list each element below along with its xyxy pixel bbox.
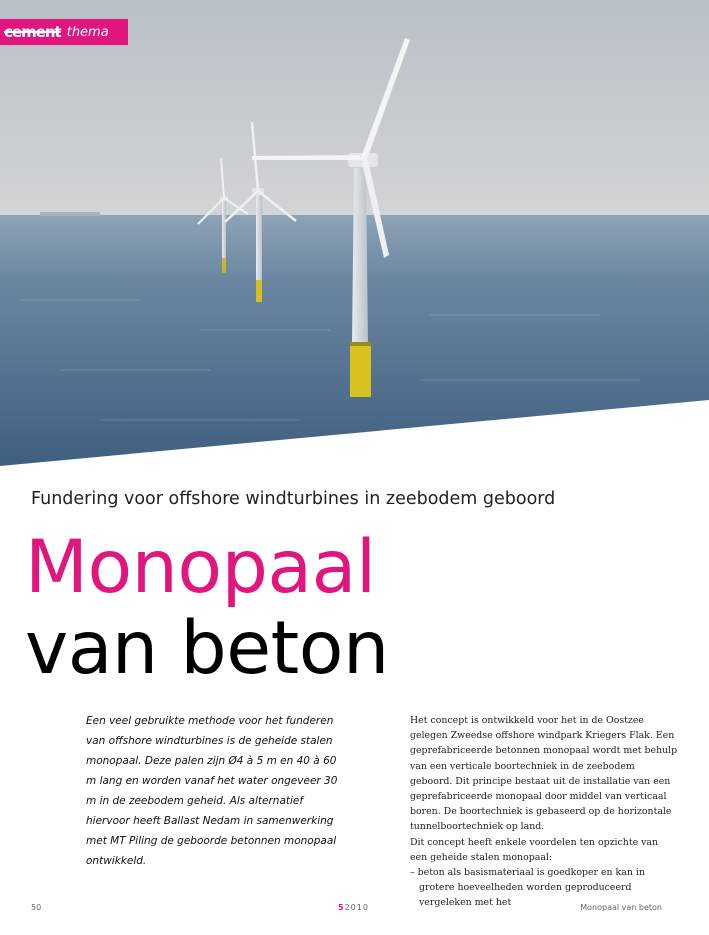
running-title: Monopaal van beton <box>580 903 662 912</box>
issue-label <box>338 903 369 912</box>
article-intro <box>86 711 348 871</box>
magazine-logo: cement <box>4 23 61 41</box>
distant-coast <box>40 212 100 216</box>
article-subtitle: Fundering voor offshore windturbines in zeebodem geboord <box>31 489 556 509</box>
page-footer <box>0 903 709 915</box>
section-badge <box>0 19 128 45</box>
article-title-line1: Monopaal <box>25 525 376 610</box>
body-paragraph-1: Het concept is ontwikkeld voor het in de Oostzee gelegen Zweedse offshore windpark Kriegers Flak. Een geprefabriceerde betonnen monopaal wordt met behulp van een verticale boortechniek in de zeebodem geboord. Dit principe bestaat uit de installatie van een geprefabriceerde monopaal door middel van verticaal boren. De boortechniek is gebaseerd op de horizontale tunnelboortechniek op land. <box>410 715 678 833</box>
issue-year: 2010 <box>344 903 369 912</box>
issue-number: 5 <box>338 903 345 912</box>
section-tag: thema <box>66 24 109 40</box>
wind-turbine-illustration <box>0 0 709 466</box>
article-title-line2: van beton <box>25 606 389 691</box>
body-paragraph-2: Dit concept heeft enkele voordelen ten opzichte van een geheide stalen monopaal: <box>410 836 659 863</box>
intro-paragraph: Een veel gebruikte methode voor het funderen van offshore windturbines is de geheide stalen monopaal. Deze palen zijn Ø4 à 5 m en 40 à 60 m lang en worden vanaf het water ongeveer 30 m in de zeebodem geheid. Als alternatief hiervoor heeft Ballast Nedam in samenwerking met MT Piling de geboorde betonnen monopaal ontwikkeld. <box>86 715 338 867</box>
offshore-wind-photo <box>0 0 709 466</box>
article-body <box>410 713 678 911</box>
body-list-item-1: – beton als basismateriaal is goedkoper en kan in grotere hoeveelheden worden geproduceerd vergeleken met het <box>410 867 645 909</box>
page-number: 50 <box>31 903 42 912</box>
